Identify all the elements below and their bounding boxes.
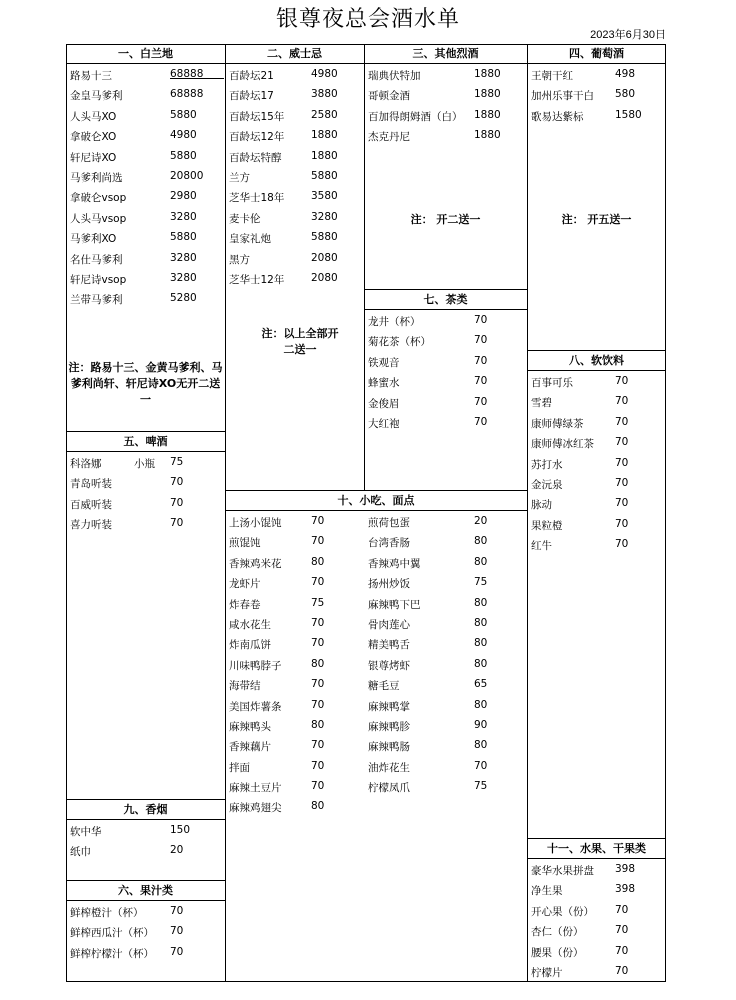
item-price: 70 bbox=[170, 905, 184, 917]
item-price: 20 bbox=[474, 515, 488, 527]
section-header: 三、其他烈酒 bbox=[364, 44, 527, 64]
menu-item-row bbox=[225, 227, 364, 247]
menu-item-row bbox=[66, 452, 225, 472]
menu-item-row bbox=[364, 776, 527, 796]
menu-item-row bbox=[225, 207, 364, 227]
item-price: 80 bbox=[474, 596, 488, 609]
item-price: 70 bbox=[615, 415, 629, 428]
item-name: 煎荷包蛋 bbox=[368, 517, 410, 529]
menu-item-row bbox=[364, 613, 527, 633]
item-name: 百龄坛21 bbox=[229, 70, 274, 82]
item-name: 柠檬凤爪 bbox=[368, 782, 410, 795]
item-name: 炸南瓜饼 bbox=[229, 639, 271, 652]
item-name: 皇家礼炮 bbox=[229, 233, 271, 246]
menu-item-row bbox=[225, 186, 364, 206]
item-price: 70 bbox=[615, 436, 629, 449]
item-name: 炸春卷 bbox=[229, 598, 261, 611]
item-name: 瑞典伏特加 bbox=[368, 70, 421, 82]
menu-item-row bbox=[66, 921, 225, 941]
item-name: 脉动 bbox=[531, 499, 552, 512]
item-price: 70 bbox=[615, 395, 629, 408]
item-name: 煎馄饨 bbox=[229, 537, 261, 550]
menu-item-row bbox=[527, 453, 666, 473]
item-price: 80 bbox=[474, 657, 488, 670]
whisky-section bbox=[225, 44, 364, 288]
tea-section bbox=[364, 290, 527, 432]
whisky-note: 注：以上全部开二送一 bbox=[261, 327, 339, 356]
menu-date: 2023年6月30日 bbox=[590, 29, 666, 41]
item-price: 1880 bbox=[311, 129, 338, 142]
menu-item-row bbox=[66, 207, 225, 227]
item-name: 咸水花生 bbox=[229, 618, 271, 631]
menu-item-row bbox=[225, 248, 364, 268]
softdrinks-section bbox=[527, 351, 666, 555]
item-name: 糖毛豆 bbox=[368, 680, 400, 693]
menu-item-row bbox=[66, 227, 225, 247]
item-price: 70 bbox=[615, 497, 629, 510]
item-name: 百龄坛特醇 bbox=[229, 151, 282, 164]
spirits-note: 注： 开二送一 bbox=[410, 213, 481, 226]
item-name: 净生果 bbox=[531, 885, 563, 898]
brandy-section bbox=[66, 44, 225, 309]
item-price: 5880 bbox=[170, 231, 197, 244]
item-name: 开心果（份） bbox=[531, 905, 594, 918]
item-name: 杰克丹尼 bbox=[368, 131, 410, 144]
item-price: 3280 bbox=[170, 210, 197, 223]
item-name: 菊花茶（杯） bbox=[368, 336, 431, 349]
menu-item-row bbox=[225, 715, 364, 735]
menu-item-row bbox=[225, 511, 364, 531]
item-name: 青岛听装 bbox=[70, 478, 112, 491]
menu-item-row bbox=[225, 654, 364, 674]
item-name: 康师傅绿茶 bbox=[531, 417, 584, 430]
item-name: 百龄坛17 bbox=[229, 90, 274, 103]
item-price: 80 bbox=[474, 739, 488, 752]
item-price: 580 bbox=[615, 88, 636, 101]
item-price: 68888 bbox=[170, 88, 204, 101]
item-name: 腰果（份） bbox=[531, 946, 584, 959]
menu-item-row bbox=[225, 796, 364, 816]
item-name: 龙井（杯） bbox=[368, 316, 421, 328]
item-price: 68888 bbox=[170, 68, 204, 80]
spirits-section bbox=[364, 44, 527, 146]
item-name: 麻辣鸡翅尖 bbox=[229, 802, 282, 815]
item-price: 70 bbox=[474, 354, 488, 367]
menu-item-row bbox=[364, 371, 527, 391]
item-name: 人头马XO bbox=[70, 110, 117, 123]
item-name: 兰带马爹利 bbox=[70, 294, 123, 307]
item-name: 柠檬片 bbox=[531, 966, 563, 979]
item-price: 70 bbox=[615, 944, 629, 957]
item-price: 70 bbox=[615, 903, 629, 916]
item-price: 70 bbox=[615, 456, 629, 469]
item-price: 20 bbox=[170, 844, 184, 857]
item-name: 百威听装 bbox=[70, 498, 112, 511]
item-price: 1880 bbox=[474, 68, 501, 80]
item-name: 拿破仑vsop bbox=[70, 192, 127, 205]
item-price: 70 bbox=[474, 759, 488, 772]
item-price: 70 bbox=[615, 375, 629, 387]
item-price: 3880 bbox=[311, 88, 338, 101]
wine-note: 注： 开五送一 bbox=[561, 213, 632, 226]
item-price: 70 bbox=[615, 538, 629, 551]
section-header: 六、果汁类 bbox=[66, 881, 225, 901]
item-price: 398 bbox=[615, 883, 636, 896]
section-header: 十、小吃、面点 bbox=[225, 491, 527, 511]
item-price: 1880 bbox=[474, 88, 501, 101]
item-price: 70 bbox=[170, 945, 184, 958]
item-price: 3580 bbox=[311, 190, 338, 203]
item-name: 路易十三 bbox=[70, 70, 112, 82]
item-price: 2080 bbox=[311, 251, 338, 264]
item-name: 芝华士12年 bbox=[229, 273, 285, 286]
item-price: 70 bbox=[311, 616, 325, 629]
page-title: 银尊夜总会酒水单 bbox=[275, 7, 460, 32]
item-price: 75 bbox=[474, 780, 488, 793]
item-price: 70 bbox=[474, 415, 488, 428]
menu-item-row bbox=[225, 166, 364, 186]
menu-item-row bbox=[66, 186, 225, 206]
item-price: 70 bbox=[311, 637, 325, 650]
item-name: 名仕马爹利 bbox=[70, 253, 123, 266]
menu-item-row bbox=[225, 84, 364, 104]
menu-item-row bbox=[225, 125, 364, 145]
menu-item-row bbox=[527, 941, 666, 961]
item-price: 80 bbox=[474, 555, 488, 568]
item-name: 麻辣鸭头 bbox=[229, 720, 271, 733]
menu-item-row bbox=[225, 552, 364, 572]
juice-section bbox=[66, 881, 225, 962]
menu-item-row bbox=[66, 64, 225, 84]
item-name: 马爹利XO bbox=[70, 233, 117, 246]
item-name: 上汤小馄饨 bbox=[229, 517, 282, 529]
item-price: 1880 bbox=[474, 129, 501, 142]
item-price: 70 bbox=[311, 515, 325, 527]
menu-item-row bbox=[527, 391, 666, 411]
item-price: 75 bbox=[170, 456, 184, 468]
menu-item-row bbox=[364, 125, 527, 145]
item-price: 80 bbox=[474, 637, 488, 650]
menu-item-row bbox=[225, 64, 364, 84]
item-name: 麻辣鸭肠 bbox=[368, 741, 410, 754]
menu-item-row bbox=[527, 493, 666, 513]
item-unit: 小瓶 bbox=[134, 458, 155, 470]
menu-item-row bbox=[527, 473, 666, 493]
menu-item-row bbox=[66, 513, 225, 533]
item-name: 麻辣土豆片 bbox=[229, 782, 282, 795]
item-price: 70 bbox=[311, 698, 325, 711]
item-price: 70 bbox=[170, 517, 184, 530]
menu-item-row bbox=[364, 64, 527, 84]
item-name: 麦卡伦 bbox=[229, 212, 261, 225]
item-price: 70 bbox=[170, 496, 184, 509]
item-price: 2580 bbox=[311, 108, 338, 121]
section-header: 七、茶类 bbox=[364, 290, 527, 310]
menu-item-row bbox=[364, 392, 527, 412]
item-name: 油炸花生 bbox=[368, 761, 410, 774]
menu-item-row bbox=[364, 695, 527, 715]
item-price: 1880 bbox=[311, 149, 338, 162]
menu-item-row bbox=[225, 674, 364, 694]
item-price: 1580 bbox=[615, 108, 642, 121]
item-name: 歌易达紫标 bbox=[531, 110, 584, 123]
item-name: 鲜榨柠檬汁（杯） bbox=[70, 947, 154, 960]
menu-item-row bbox=[66, 288, 225, 308]
item-name: 扬州炒饭 bbox=[368, 578, 410, 591]
item-name: 纸巾 bbox=[70, 846, 91, 859]
item-price: 3280 bbox=[311, 210, 338, 223]
menu-item-row bbox=[66, 901, 225, 921]
item-name: 拌面 bbox=[229, 761, 250, 774]
item-price: 70 bbox=[474, 395, 488, 408]
item-price: 5280 bbox=[170, 292, 197, 305]
item-name: 蜂蜜水 bbox=[368, 377, 400, 390]
menu-item-row bbox=[364, 105, 527, 125]
item-price: 5880 bbox=[170, 149, 197, 162]
item-name: 杏仁（份） bbox=[531, 926, 584, 939]
item-price: 70 bbox=[170, 925, 184, 938]
menu-item-row bbox=[225, 593, 364, 613]
item-name: 铁观音 bbox=[368, 356, 400, 369]
wine-section bbox=[527, 44, 666, 125]
section-header: 二、威士忌 bbox=[225, 44, 364, 64]
item-price: 70 bbox=[311, 759, 325, 772]
menu-item-row bbox=[225, 735, 364, 755]
item-name: 海带结 bbox=[229, 680, 261, 693]
item-price: 70 bbox=[615, 476, 629, 489]
item-price: 70 bbox=[311, 678, 325, 691]
menu-item-row bbox=[66, 268, 225, 288]
item-name: 台湾香肠 bbox=[368, 537, 410, 550]
item-name: 大红袍 bbox=[368, 417, 400, 430]
menu-item-row bbox=[527, 412, 666, 432]
item-name: 川味鸭脖子 bbox=[229, 659, 282, 672]
menu-item-row bbox=[364, 84, 527, 104]
menu-item-row bbox=[225, 146, 364, 166]
item-name: 百龄坛12年 bbox=[229, 131, 285, 144]
item-name: 百事可乐 bbox=[531, 377, 573, 389]
menu-item-row bbox=[527, 961, 666, 981]
menu-item-row bbox=[225, 695, 364, 715]
fruits-section bbox=[527, 839, 666, 981]
section-header: 四、葡萄酒 bbox=[527, 44, 666, 64]
menu-item-row bbox=[66, 84, 225, 104]
item-price: 80 bbox=[474, 616, 488, 629]
item-price: 70 bbox=[474, 314, 488, 326]
item-name: 麻辣鸭胗 bbox=[368, 720, 410, 733]
item-name: 雪碧 bbox=[531, 397, 552, 410]
item-name: 百加得朗姆酒（白） bbox=[368, 110, 463, 123]
menu-item-row bbox=[364, 572, 527, 592]
item-name: 麻辣鸭掌 bbox=[368, 700, 410, 713]
item-name: 人头马vsop bbox=[70, 212, 127, 225]
item-price: 70 bbox=[311, 576, 325, 589]
snacks-section bbox=[225, 491, 527, 815]
item-price: 498 bbox=[615, 68, 636, 80]
item-name: 骨肉莲心 bbox=[368, 618, 410, 631]
menu-item-row bbox=[527, 900, 666, 920]
item-price: 20800 bbox=[170, 169, 204, 182]
item-price: 70 bbox=[615, 924, 629, 937]
item-price: 4980 bbox=[311, 68, 338, 80]
item-price: 150 bbox=[170, 824, 191, 836]
menu-item-row bbox=[364, 351, 527, 371]
menu-item-row bbox=[66, 942, 225, 962]
item-name: 金俊眉 bbox=[368, 397, 400, 410]
item-price: 5880 bbox=[170, 108, 197, 121]
item-name: 美国炸薯条 bbox=[229, 700, 282, 713]
menu-item-row bbox=[66, 105, 225, 125]
item-price: 80 bbox=[311, 555, 325, 568]
menu-item-row bbox=[364, 633, 527, 653]
section-header: 十一、水果、干果类 bbox=[527, 839, 666, 859]
menu-item-row bbox=[364, 552, 527, 572]
item-price: 3280 bbox=[170, 271, 197, 284]
item-price: 80 bbox=[474, 535, 488, 548]
menu-item-row bbox=[364, 330, 527, 350]
item-price: 70 bbox=[615, 964, 629, 977]
item-name: 轩尼诗vsop bbox=[70, 273, 127, 286]
menu-item-row bbox=[225, 531, 364, 551]
menu-item-row bbox=[225, 268, 364, 288]
item-price: 70 bbox=[615, 517, 629, 530]
menu-item-row bbox=[364, 511, 527, 531]
item-price: 70 bbox=[311, 535, 325, 548]
menu-item-row bbox=[66, 840, 225, 860]
menu-item-row bbox=[66, 472, 225, 492]
item-price: 70 bbox=[311, 780, 325, 793]
item-name: 鲜榨橙汁（杯） bbox=[70, 907, 144, 919]
item-price: 70 bbox=[474, 334, 488, 347]
menu-item-row bbox=[66, 820, 225, 840]
menu-item-row bbox=[66, 493, 225, 513]
item-name: 科洛娜 bbox=[70, 458, 102, 470]
item-price: 3280 bbox=[170, 251, 197, 264]
item-name: 香辣鸡米花 bbox=[229, 557, 282, 570]
item-name: 康师傅冰红茶 bbox=[531, 438, 594, 451]
item-name: 黑方 bbox=[229, 253, 250, 266]
menu-item-row bbox=[527, 371, 666, 391]
item-price: 70 bbox=[474, 375, 488, 388]
menu-item-row bbox=[527, 879, 666, 899]
item-price: 75 bbox=[474, 576, 488, 589]
item-name: 果粒橙 bbox=[531, 519, 563, 532]
item-name: 香辣鸡中翼 bbox=[368, 557, 421, 570]
item-name: 芝华士18年 bbox=[229, 192, 285, 205]
item-name: 金沅泉 bbox=[531, 478, 563, 491]
item-name: 银尊烤虾 bbox=[368, 659, 410, 672]
menu-item-row bbox=[225, 776, 364, 796]
item-price: 70 bbox=[170, 476, 184, 489]
item-name: 金皇马爹利 bbox=[70, 90, 123, 103]
item-name: 豪华水果拼盘 bbox=[531, 865, 594, 877]
item-name: 红牛 bbox=[531, 540, 552, 553]
menu-item-row bbox=[527, 514, 666, 534]
item-price: 5880 bbox=[311, 169, 338, 182]
item-price: 398 bbox=[615, 863, 636, 875]
menu-item-row bbox=[527, 105, 666, 125]
item-price: 5880 bbox=[311, 231, 338, 244]
item-name: 喜力听装 bbox=[70, 519, 112, 532]
item-price: 70 bbox=[311, 739, 325, 752]
menu-item-row bbox=[527, 859, 666, 879]
section-header: 五、啤酒 bbox=[66, 432, 225, 452]
item-price: 80 bbox=[474, 698, 488, 711]
menu-item-row bbox=[527, 84, 666, 104]
item-name: 兰方 bbox=[229, 171, 250, 184]
item-price: 75 bbox=[311, 596, 325, 609]
menu-item-row bbox=[225, 572, 364, 592]
menu-item-row bbox=[527, 432, 666, 452]
item-name: 轩尼诗XO bbox=[70, 151, 117, 164]
menu-item-row bbox=[527, 534, 666, 554]
item-name: 香辣藕片 bbox=[229, 741, 271, 754]
item-name: 龙虾片 bbox=[229, 578, 261, 591]
menu-item-row bbox=[225, 756, 364, 776]
menu-item-row bbox=[364, 756, 527, 776]
menu-item-row bbox=[66, 125, 225, 145]
item-price: 2980 bbox=[170, 190, 197, 203]
item-price: 2080 bbox=[311, 271, 338, 284]
beer-section bbox=[66, 432, 225, 534]
item-price: 80 bbox=[311, 800, 325, 813]
menu-item-row bbox=[66, 146, 225, 166]
menu-item-row bbox=[66, 248, 225, 268]
section-header: 一、白兰地 bbox=[66, 44, 225, 64]
menu-item-row bbox=[364, 735, 527, 755]
item-price: 80 bbox=[311, 718, 325, 731]
menu-item-row bbox=[364, 531, 527, 551]
item-price: 80 bbox=[311, 657, 325, 670]
menu-item-row bbox=[66, 166, 225, 186]
item-price: 65 bbox=[474, 678, 488, 691]
item-name: 精美鸭舌 bbox=[368, 639, 410, 652]
item-name: 麻辣鸭下巴 bbox=[368, 598, 421, 611]
item-price: 4980 bbox=[170, 129, 197, 142]
menu-item-row bbox=[527, 920, 666, 940]
item-name: 百龄坛15年 bbox=[229, 110, 285, 123]
section-header: 八、软饮料 bbox=[527, 351, 666, 371]
section-header: 九、香烟 bbox=[66, 800, 225, 820]
item-name: 鲜榨西瓜汁（杯） bbox=[70, 927, 154, 940]
item-name: 王朝干红 bbox=[531, 70, 573, 82]
item-name: 哥顿金酒 bbox=[368, 90, 410, 103]
underline-mark bbox=[170, 78, 224, 79]
menu-item-row bbox=[364, 412, 527, 432]
menu-item-row bbox=[364, 593, 527, 613]
menu-item-row bbox=[527, 64, 666, 84]
menu-item-row bbox=[225, 613, 364, 633]
item-name: 苏打水 bbox=[531, 458, 563, 471]
item-name: 加州乐事干白 bbox=[531, 90, 594, 103]
menu-item-row bbox=[364, 310, 527, 330]
menu-item-row bbox=[364, 674, 527, 694]
brandy-note: 注：路易十三、金黄马爹利、马爹利尚轩、轩尼诗XO无开二送一 bbox=[68, 361, 223, 406]
item-price: 90 bbox=[474, 718, 488, 731]
item-name: 软中华 bbox=[70, 826, 102, 838]
cigarettes-section bbox=[66, 800, 225, 861]
menu-item-row bbox=[225, 633, 364, 653]
menu-item-row bbox=[364, 715, 527, 735]
menu-item-row bbox=[225, 105, 364, 125]
item-name: 马爹利尚选 bbox=[70, 171, 123, 184]
item-price: 1880 bbox=[474, 108, 501, 121]
item-name: 拿破仑XO bbox=[70, 131, 117, 144]
menu-item-row bbox=[364, 654, 527, 674]
